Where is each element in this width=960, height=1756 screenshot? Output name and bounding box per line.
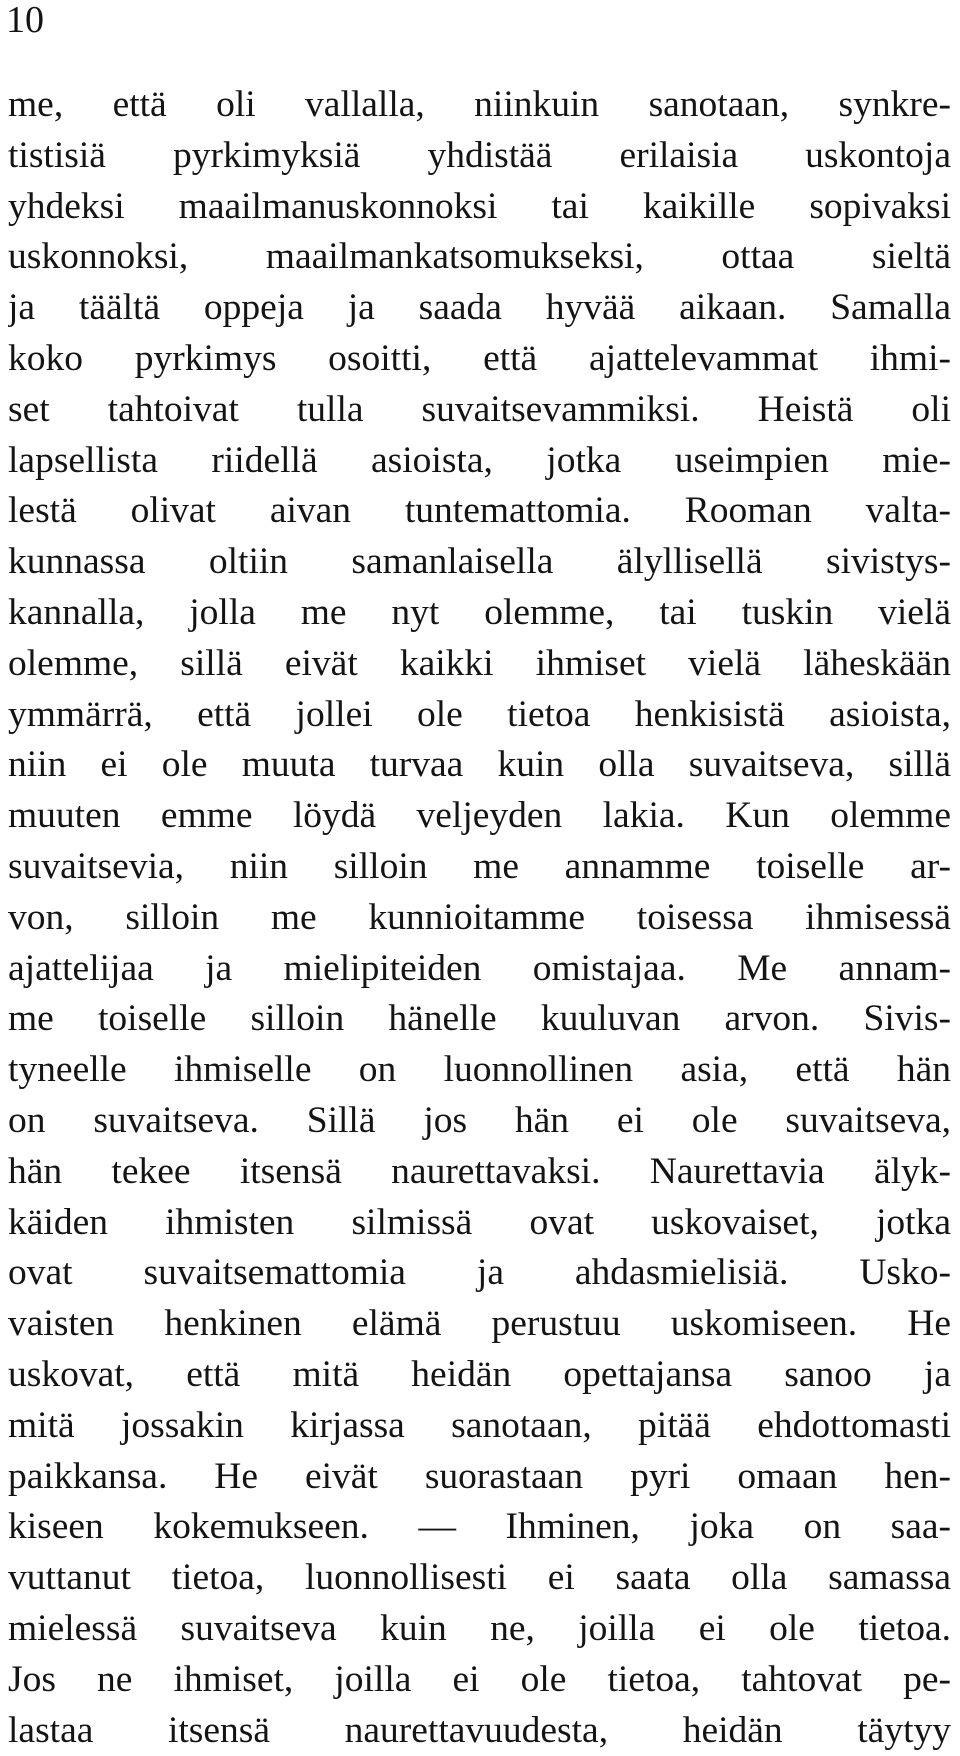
text-line: vaisten henkinen elämä perustuu uskomiseen. He <box>8 1299 951 1350</box>
text-line: yhdeksi maailmanuskonnoksi tai kaikille sopivaksi <box>8 182 951 233</box>
text-line: ajattelijaa ja mielipiteiden omistajaa. Me annam- <box>8 944 951 995</box>
text-line: uskovat, että mitä heidän opettajansa sanoo ja <box>8 1350 951 1401</box>
text-line: niin ei ole muuta turvaa kuin olla suvaitseva, sillä <box>8 740 951 791</box>
text-line: ymmärrä, että jollei ole tietoa henkisistä asioista, <box>8 690 951 741</box>
text-line: kunnassa oltiin samanlaisella älyllisellä sivistys- <box>8 537 951 588</box>
text-line: kiseen kokemukseen. — Ihminen, joka on saa- <box>8 1502 951 1553</box>
text-line: muuten emme löydä veljeyden lakia. Kun olemme <box>8 791 951 842</box>
text-line: von, silloin me kunnioitamme toisessa ihmisessä <box>8 893 951 944</box>
text-line: set tahtoivat tulla suvaitsevammiksi. Heistä oli <box>8 385 951 436</box>
text-line: tyneelle ihmiselle on luonnollinen asia, että hän <box>8 1045 951 1096</box>
text-line: tistisiä pyrkimyksiä yhdistää erilaisia uskontoja <box>8 131 951 182</box>
text-line: on suvaitseva. Sillä jos hän ei ole suvaitseva, <box>8 1096 951 1147</box>
text-line: käiden ihmisten silmissä ovat uskovaiset, jotka <box>8 1198 951 1249</box>
text-line: koko pyrkimys osoitti, että ajattelevammat ihmi- <box>8 334 951 385</box>
text-line: olemme, sillä eivät kaikki ihmiset vielä läheskään <box>8 639 951 690</box>
text-line: kannalla, jolla me nyt olemme, tai tuskin vielä <box>8 588 951 639</box>
body-text <box>8 80 951 1756</box>
text-line: hän tekee itsensä naurettavaksi. Naurettavia älyk- <box>8 1147 951 1198</box>
text-line: ja täältä oppeja ja saada hyvää aikaan. Samalla <box>8 283 951 334</box>
text-line: me toiselle silloin hänelle kuuluvan arvon. Sivis- <box>8 994 951 1045</box>
text-line: mielessä suvaitseva kuin ne, joilla ei ole tietoa. <box>8 1604 951 1655</box>
text-line: mitä jossakin kirjassa sanotaan, pitää ehdottomasti <box>8 1401 951 1452</box>
text-line: me, että oli vallalla, niinkuin sanotaan, synkre- <box>8 80 951 131</box>
text-line: uskonnoksi, maailmankatsomukseksi, ottaa sieltä <box>8 232 951 283</box>
text-line: Jos ne ihmiset, joilla ei ole tietoa, tahtovat pe- <box>8 1655 951 1706</box>
text-line: lapsellista riidellä asioista, jotka useimpien mie- <box>8 436 951 487</box>
page-number: 10 <box>6 0 44 40</box>
text-line: ovat suvaitsemattomia ja ahdasmielisiä. Usko- <box>8 1248 951 1299</box>
text-line: lastaa itsensä naurettavuudesta, heidän täytyy <box>8 1706 951 1756</box>
text-line: suvaitsevia, niin silloin me annamme toiselle ar- <box>8 842 951 893</box>
text-line: lestä olivat aivan tuntemattomia. Rooman valta- <box>8 486 951 537</box>
text-line: vuttanut tietoa, luonnollisesti ei saata olla samassa <box>8 1553 951 1604</box>
text-line: paikkansa. He eivät suorastaan pyri omaan hen- <box>8 1452 951 1503</box>
